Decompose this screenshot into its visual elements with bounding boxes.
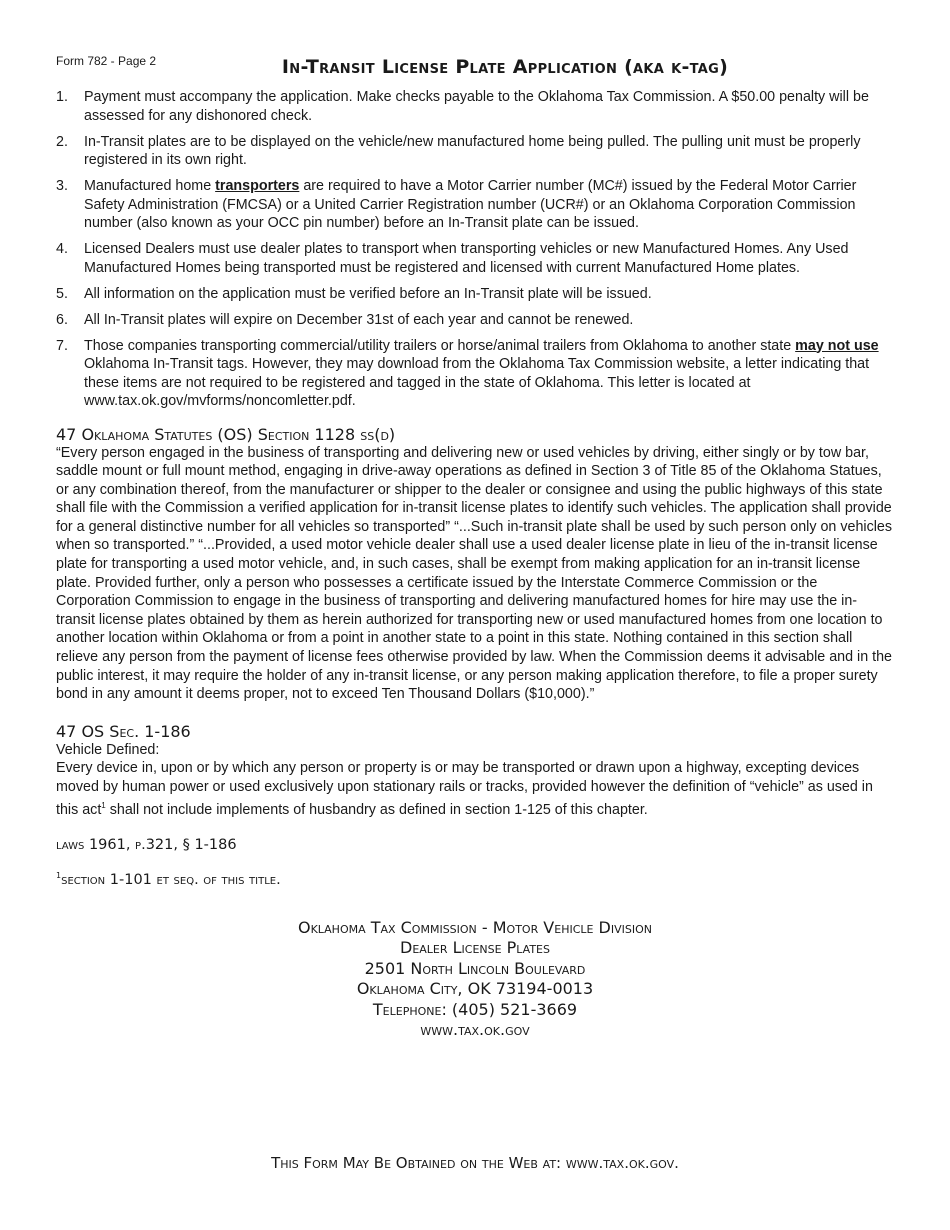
instructions-list	[56, 88, 894, 411]
page-title: In-Transit License Plate Application (aka k-tag)	[281, 56, 729, 78]
footnote-mark: 1	[56, 870, 62, 880]
statute-text-part: Every device in, upon or by which any person or property is or may be transported or drawn upon a highway, excepting devices moved by human power or used exclusively upon stationary rails or tracks, provided however the definition of “vehicle” as used in this act	[56, 760, 873, 818]
address-website: www.tax.ok.gov	[420, 1020, 530, 1040]
address-phone: Telephone: (405) 521-3669	[372, 999, 578, 1019]
item-text: Licensed Dealers must use dealer plates to transport when transporting vehicles or new Manufactured Homes. Any Used Manufactured Homes being transported must be registered and licensed with current Manufactured Home plates.	[84, 241, 849, 276]
item-text: All In-Transit plates will expire on December 31st of each year and cannot be renewed.	[84, 311, 634, 328]
footnote-mark: 1	[101, 800, 106, 810]
emphasized-term: may not use	[795, 337, 879, 354]
address-line: 2501 North Lincoln Boulevard	[364, 958, 586, 978]
emphasized-term: transporters	[215, 178, 300, 194]
form-page-id: Form 782 - Page 2	[56, 54, 157, 68]
list-item	[56, 88, 894, 125]
address-line: Oklahoma City, OK 73194-0013	[356, 979, 594, 999]
item-text-part: Oklahoma In-Transit tags. However, they may download from the Oklahoma Tax Commission website, a letter indicating that these items are not required to be registered and tagged in the state of Oklahoma. This letter is located at www.tax.ok.gov/mvforms/noncomletter.pdf.	[84, 356, 870, 409]
item-text	[84, 337, 894, 411]
item-number: 5.	[56, 285, 68, 302]
item-text: All information on the application must be verified before an In-Transit plate will be issued.	[84, 285, 652, 302]
footnote-text: section 1-101 et seq. of this title.	[61, 871, 281, 888]
item-number: 3.	[56, 178, 68, 194]
list-item	[56, 285, 894, 304]
item-text-part: Those companies transporting commercial/utility trailers or horse/animal trailers from Oklahoma to another state	[84, 337, 796, 354]
item-text-part: are required to have a Motor Carrier number (MC#) issued by the Federal Motor Carrier Safety Administration (FMCSA) or a United Carrier Registration number (UCR#) or an Oklahoma Corporation Commission number (also known as your OCC pin number) before an In-Transit plate can be issued.	[84, 178, 857, 231]
item-text-part: Manufactured home	[84, 178, 216, 194]
list-item	[56, 337, 894, 411]
statute-1128-text: “Every person engaged in the business of transporting and delivering new or used vehicles by driving, either singly or by tow bar, saddle mount or full mount method, engaging in drive-away operations as defined in Section 3 of Title 85 of the Oklahoma Statues, or any combination thereof, from the manufacturer or shipper to the dealer or consignee and using the public highways of this state shall file with the Commission a verified application for in-transit license plates to identify such vehicles. The application shall provide for a general distinctive number for all vehicles so transported” “...Such in-transit plate shall be used by such person only on vehicles when so transported.” “...Provided, a used motor vehicle dealer shall use a used dealer license plate in lieu of the in-transit license plate for transporting a used motor vehicle, and, in such cases, shall be exempt from making application for an in-transit license plate. Provided further, only a person who possesses a certificate issued by the Interstate Commerce Commission or the Corporation Commission to engage in the business of transporting and delivering manufactured homes for hire may use the in-transit license plates obtained by them as herein authorized for transporting new or used manufactured homes from one location to another location within Oklahoma or from a point in another state to a point in this state. Nothing contained in this section shall relieve any person from the payment of license fees otherwise provided by law. When the Commission deems it advisable and in the public interest, it may require the holder of any in-transit license, or any person making application therefore, to file a proper surety bond in any amount it deems proper, not to exceed Ten Thousand Dollars ($10,000).”	[56, 444, 893, 703]
item-number: 1.	[56, 89, 68, 105]
address-line: Dealer License Plates	[400, 938, 550, 958]
list-item	[56, 177, 894, 233]
item-number: 6.	[56, 311, 68, 328]
list-item	[56, 133, 894, 170]
contact-address	[56, 918, 894, 1041]
footnote	[56, 871, 894, 888]
laws-citation: laws 1961, p.321, § 1-186	[56, 836, 237, 853]
list-item	[56, 311, 894, 330]
statute-1-186-text	[56, 759, 894, 819]
item-number: 7.	[56, 337, 68, 354]
item-number: 2.	[56, 133, 68, 150]
item-text	[84, 177, 894, 233]
list-item	[56, 240, 894, 277]
page-footer: This Form May Be Obtained on the Web at: www.tax.ok.gov.	[271, 1154, 679, 1172]
item-text: In-Transit plates are to be displayed on the vehicle/new manufactured home being pulled. The pulling unit must be properly registered in its own right.	[84, 133, 861, 168]
address-line: Oklahoma Tax Commission - Motor Vehicle Division	[297, 917, 653, 937]
statute-1-186-subheading: Vehicle Defined:	[56, 741, 160, 758]
document-page	[56, 50, 894, 1172]
item-number: 4.	[56, 241, 68, 257]
statute-1128-heading: 47 Oklahoma Statutes (OS) Section 1128 ss(d)	[56, 424, 396, 444]
statute-text-part: shall not include implements of husbandry as defined in section 1-125 of this chapter.	[105, 801, 648, 818]
item-text: Payment must accompany the application. Make checks payable to the Oklahoma Tax Commission. A $50.00 penalty will be assessed for any dishonored check.	[84, 89, 869, 124]
statute-1-186-heading: 47 OS Sec. 1-186	[56, 721, 191, 741]
